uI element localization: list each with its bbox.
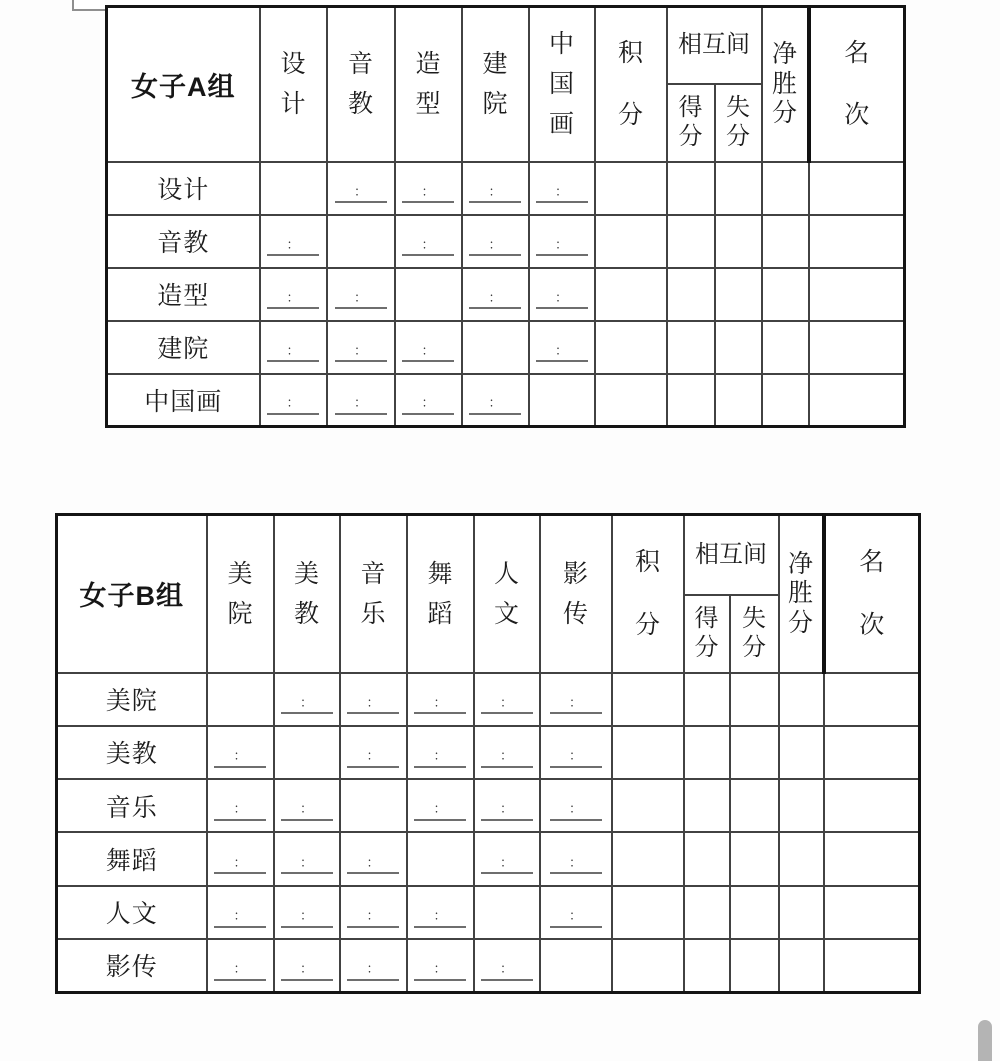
- score-blank-line: ：: [267, 237, 319, 257]
- matchup-score-cell: [340, 726, 407, 779]
- score-blank-line: ：: [469, 237, 521, 257]
- matchup-score-cell: [529, 268, 595, 321]
- score-gained-header: [684, 595, 730, 673]
- rank-header: [809, 7, 905, 162]
- score-blank-line: ：: [335, 395, 387, 415]
- matchup-score-cell: [395, 162, 462, 215]
- score-gained-cell: [667, 268, 715, 321]
- matchup-score-cell: [327, 268, 395, 321]
- score-gained-label: 得分: [694, 605, 719, 661]
- score-blank-line: ：: [281, 801, 333, 821]
- score-gained-label: 得分: [678, 94, 703, 150]
- matchup-score-cell: [462, 215, 529, 268]
- team-name: 影传: [105, 953, 158, 982]
- matchup-score-cell: [407, 673, 474, 726]
- score-blank-line: ：: [469, 290, 521, 310]
- matchup-score-cell: [407, 726, 474, 779]
- scrollbar-thumb[interactable]: [978, 1020, 992, 1061]
- team-name: 美教: [105, 740, 158, 769]
- opponent-column-label: 人文: [493, 559, 519, 628]
- score-blank-line: ：: [414, 748, 466, 768]
- matchup-score-cell: [327, 374, 395, 427]
- matchup-score-cell: [340, 939, 407, 992]
- score-blank-line: ：: [402, 237, 454, 257]
- score-blank-line: ：: [536, 184, 588, 204]
- score-blank-line: ：: [550, 695, 602, 715]
- score-gained-cell: [684, 779, 730, 832]
- rank-label: 名次: [844, 38, 870, 130]
- opponent-column-header: [327, 7, 395, 162]
- team-name: 音教: [157, 229, 210, 257]
- net-score-header: [762, 7, 809, 162]
- score-blank-line: ：: [550, 855, 602, 875]
- opponent-column-header: [529, 7, 595, 162]
- rank-cell: [824, 832, 920, 885]
- points-cell: [595, 215, 667, 268]
- matchup-score-cell: [540, 832, 612, 885]
- matchup-score-cell: [207, 832, 274, 885]
- matchup-score-cell: [395, 321, 462, 374]
- points-cell: [595, 374, 667, 427]
- net-score-cell: [762, 321, 809, 374]
- net-score-cell: [779, 886, 824, 939]
- self-matchup-cell: [274, 726, 340, 779]
- score-gained-header: [667, 84, 715, 162]
- score-lost-cell: [715, 215, 762, 268]
- self-matchup-cell: [207, 673, 274, 726]
- team-name: 人文: [105, 900, 158, 929]
- score-lost-cell: [715, 321, 762, 374]
- opponent-column-label: 美院: [227, 559, 253, 628]
- rank-cell: [809, 321, 905, 374]
- matchup-score-cell: [327, 162, 395, 215]
- team-row: [57, 726, 920, 779]
- team-row: [57, 886, 920, 939]
- opponent-column-label: 建院: [482, 50, 508, 119]
- score-blank-line: ：: [550, 908, 602, 928]
- matchup-score-cell: [540, 886, 612, 939]
- points-label: 积分: [634, 548, 660, 639]
- header-row-top: [107, 7, 905, 84]
- matchup-score-cell: [474, 779, 540, 832]
- scoreboard-table: [105, 5, 906, 428]
- score-blank-line: ：: [414, 961, 466, 981]
- self-matchup-cell: [462, 321, 529, 374]
- team-row: [57, 779, 920, 832]
- score-blank-line: ：: [347, 961, 399, 981]
- matchup-score-cell: [474, 726, 540, 779]
- matchup-score-cell: [529, 162, 595, 215]
- points-cell: [595, 268, 667, 321]
- self-matchup-cell: [327, 215, 395, 268]
- team-name-cell: [57, 726, 207, 779]
- points-label: 积分: [617, 38, 643, 130]
- opponent-column-header: [340, 515, 407, 673]
- score-blank-line: ：: [550, 801, 602, 821]
- rank-cell: [824, 779, 920, 832]
- team-name-cell: [57, 779, 207, 832]
- net-score-header: [779, 515, 824, 673]
- opponent-column-label: 舞蹈: [427, 559, 453, 628]
- net-score-cell: [779, 673, 824, 726]
- matchup-score-cell: [340, 886, 407, 939]
- score-gained-cell: [684, 726, 730, 779]
- matchup-score-cell: [207, 726, 274, 779]
- opponent-column-label: 中国画: [548, 30, 574, 139]
- score-blank-line: ：: [281, 908, 333, 928]
- rank-cell: [824, 673, 920, 726]
- team-name: 设计: [157, 176, 210, 204]
- group-title-cell: [57, 515, 207, 673]
- team-name-cell: [107, 321, 260, 374]
- points-cell: [612, 673, 684, 726]
- opponent-column-header: [407, 515, 474, 673]
- score-gained-cell: [684, 832, 730, 885]
- matchup-score-cell: [327, 321, 395, 374]
- score-blank-line: ：: [335, 290, 387, 310]
- matchup-score-cell: [540, 726, 612, 779]
- score-blank-line: ：: [414, 801, 466, 821]
- score-blank-line: ：: [550, 748, 602, 768]
- score-blank-line: ：: [481, 855, 533, 875]
- score-lost-label: 失分: [726, 94, 750, 150]
- score-blank-line: ：: [481, 801, 533, 821]
- rank-cell: [809, 162, 905, 215]
- team-name-cell: [57, 673, 207, 726]
- score-blank-line: ：: [214, 801, 266, 821]
- mutual-header: [667, 7, 762, 84]
- score-blank-line: ：: [281, 855, 333, 875]
- header-row-top: [57, 515, 920, 595]
- score-lost-cell: [730, 886, 779, 939]
- score-lost-cell: [730, 726, 779, 779]
- scoreboard-table: [55, 513, 921, 994]
- score-blank-line: ：: [267, 290, 319, 310]
- rank-cell: [809, 215, 905, 268]
- opponent-column-header: [274, 515, 340, 673]
- rank-label: 名次: [859, 548, 885, 639]
- points-header: [612, 515, 684, 673]
- score-blank-line: ：: [402, 343, 454, 363]
- matchup-score-cell: [474, 939, 540, 992]
- self-matchup-cell: [407, 832, 474, 885]
- team-name: 建院: [157, 335, 210, 363]
- net-score-label: 净胜分: [771, 40, 797, 127]
- matchup-score-cell: [274, 939, 340, 992]
- points-cell: [612, 832, 684, 885]
- rank-cell: [809, 374, 905, 427]
- points-cell: [595, 321, 667, 374]
- matchup-score-cell: [207, 779, 274, 832]
- score-blank-line: ：: [536, 290, 588, 310]
- group-title: 女子A组: [131, 71, 236, 102]
- rank-cell: [824, 886, 920, 939]
- score-blank-line: ：: [414, 908, 466, 928]
- team-name-cell: [107, 162, 260, 215]
- net-score-cell: [779, 939, 824, 992]
- score-blank-line: ：: [335, 343, 387, 363]
- score-blank-line: ：: [536, 343, 588, 363]
- team-name: 美院: [105, 687, 158, 716]
- team-name-cell: [107, 215, 260, 268]
- score-blank-line: ：: [214, 908, 266, 928]
- mutual-label: 相互间: [678, 31, 750, 59]
- points-cell: [612, 779, 684, 832]
- team-row: [107, 268, 905, 321]
- score-lost-cell: [730, 832, 779, 885]
- matchup-score-cell: [274, 886, 340, 939]
- score-blank-line: ：: [469, 395, 521, 415]
- matchup-score-cell: [529, 215, 595, 268]
- net-score-cell: [779, 832, 824, 885]
- team-name-cell: [107, 374, 260, 427]
- group-title: 女子B组: [79, 581, 184, 612]
- net-score-cell: [762, 374, 809, 427]
- score-lost-cell: [715, 162, 762, 215]
- self-matchup-cell: [340, 779, 407, 832]
- net-score-cell: [762, 268, 809, 321]
- opponent-column-header: [474, 515, 540, 673]
- net-score-cell: [762, 162, 809, 215]
- opponent-column-label: 音教: [347, 50, 373, 119]
- score-gained-cell: [667, 374, 715, 427]
- matchup-score-cell: [462, 268, 529, 321]
- matchup-score-cell: [340, 832, 407, 885]
- matchup-score-cell: [260, 374, 327, 427]
- points-cell: [612, 726, 684, 779]
- team-row: [57, 832, 920, 885]
- group-title-cell: [107, 7, 260, 162]
- team-row: [57, 673, 920, 726]
- matchup-score-cell: [274, 832, 340, 885]
- net-score-cell: [762, 215, 809, 268]
- score-blank-line: ：: [347, 908, 399, 928]
- rank-cell: [824, 939, 920, 992]
- net-score-label: 净胜分: [787, 549, 813, 637]
- score-blank-line: ：: [469, 184, 521, 204]
- team-name-cell: [57, 886, 207, 939]
- matchup-score-cell: [274, 673, 340, 726]
- opponent-column-header: [462, 7, 529, 162]
- matchup-score-cell: [207, 886, 274, 939]
- team-name: 音乐: [105, 793, 158, 822]
- score-gained-cell: [667, 321, 715, 374]
- matchup-score-cell: [540, 673, 612, 726]
- score-lost-cell: [715, 374, 762, 427]
- opponent-column-label: 设计: [280, 50, 306, 119]
- score-blank-line: ：: [536, 237, 588, 257]
- opponent-column-label: 造型: [415, 50, 441, 119]
- opponent-column-header: [207, 515, 274, 673]
- mutual-label: 相互间: [695, 540, 767, 568]
- matchup-score-cell: [474, 832, 540, 885]
- opponent-column-label: 音乐: [360, 559, 386, 628]
- score-lost-header: [715, 84, 762, 162]
- team-name-cell: [57, 832, 207, 885]
- opponent-column-label: 美教: [293, 559, 319, 628]
- score-blank-line: ：: [267, 395, 319, 415]
- matchup-score-cell: [207, 939, 274, 992]
- matchup-score-cell: [462, 162, 529, 215]
- matchup-score-cell: [274, 779, 340, 832]
- score-lost-cell: [730, 673, 779, 726]
- matchup-score-cell: [340, 673, 407, 726]
- score-blank-line: ：: [414, 695, 466, 715]
- self-matchup-cell: [260, 162, 327, 215]
- mutual-header: [684, 515, 779, 595]
- score-blank-line: ：: [347, 695, 399, 715]
- team-name: 造型: [157, 282, 210, 310]
- score-gained-cell: [667, 215, 715, 268]
- team-name-cell: [57, 939, 207, 992]
- team-row: [107, 162, 905, 215]
- rank-header: [824, 515, 920, 673]
- score-gained-cell: [684, 939, 730, 992]
- points-cell: [612, 939, 684, 992]
- team-name-cell: [107, 268, 260, 321]
- score-gained-cell: [684, 673, 730, 726]
- matchup-score-cell: [462, 374, 529, 427]
- matchup-score-cell: [529, 321, 595, 374]
- points-header: [595, 7, 667, 162]
- score-blank-line: ：: [214, 748, 266, 768]
- matchup-score-cell: [395, 374, 462, 427]
- team-row: [57, 939, 920, 992]
- matchup-score-cell: [260, 268, 327, 321]
- score-blank-line: ：: [281, 695, 333, 715]
- net-score-cell: [779, 779, 824, 832]
- group-b-table: [55, 513, 921, 994]
- score-lost-cell: [730, 939, 779, 992]
- score-blank-line: ：: [481, 961, 533, 981]
- score-lost-header: [730, 595, 779, 673]
- rank-cell: [809, 268, 905, 321]
- matchup-score-cell: [407, 886, 474, 939]
- score-blank-line: ：: [481, 748, 533, 768]
- opponent-column-header: [395, 7, 462, 162]
- score-blank-line: ：: [347, 855, 399, 875]
- self-matchup-cell: [529, 374, 595, 427]
- score-lost-cell: [730, 779, 779, 832]
- team-row: [107, 321, 905, 374]
- score-blank-line: ：: [335, 184, 387, 204]
- score-blank-line: ：: [281, 961, 333, 981]
- matchup-score-cell: [260, 215, 327, 268]
- self-matchup-cell: [395, 268, 462, 321]
- score-blank-line: ：: [214, 855, 266, 875]
- matchup-score-cell: [407, 779, 474, 832]
- self-matchup-cell: [540, 939, 612, 992]
- points-cell: [612, 886, 684, 939]
- team-row: [107, 215, 905, 268]
- opponent-column-header: [260, 7, 327, 162]
- score-lost-cell: [715, 268, 762, 321]
- score-blank-line: ：: [402, 395, 454, 415]
- matchup-score-cell: [407, 939, 474, 992]
- score-gained-cell: [667, 162, 715, 215]
- cutoff-table-fragment: [72, 0, 105, 11]
- net-score-cell: [779, 726, 824, 779]
- score-lost-label: 失分: [742, 605, 766, 661]
- team-name: 中国画: [144, 387, 223, 416]
- score-blank-line: ：: [214, 961, 266, 981]
- score-gained-cell: [684, 886, 730, 939]
- team-row: [107, 374, 905, 427]
- matchup-score-cell: [540, 779, 612, 832]
- self-matchup-cell: [474, 886, 540, 939]
- opponent-column-label: 影传: [562, 559, 588, 628]
- points-cell: [595, 162, 667, 215]
- group-a-table: [105, 5, 906, 428]
- matchup-score-cell: [260, 321, 327, 374]
- score-blank-line: ：: [347, 748, 399, 768]
- rank-cell: [824, 726, 920, 779]
- team-name: 舞蹈: [105, 847, 158, 876]
- score-blank-line: ：: [267, 343, 319, 363]
- matchup-score-cell: [395, 215, 462, 268]
- matchup-score-cell: [474, 673, 540, 726]
- score-blank-line: ：: [402, 184, 454, 204]
- opponent-column-header: [540, 515, 612, 673]
- score-blank-line: ：: [481, 695, 533, 715]
